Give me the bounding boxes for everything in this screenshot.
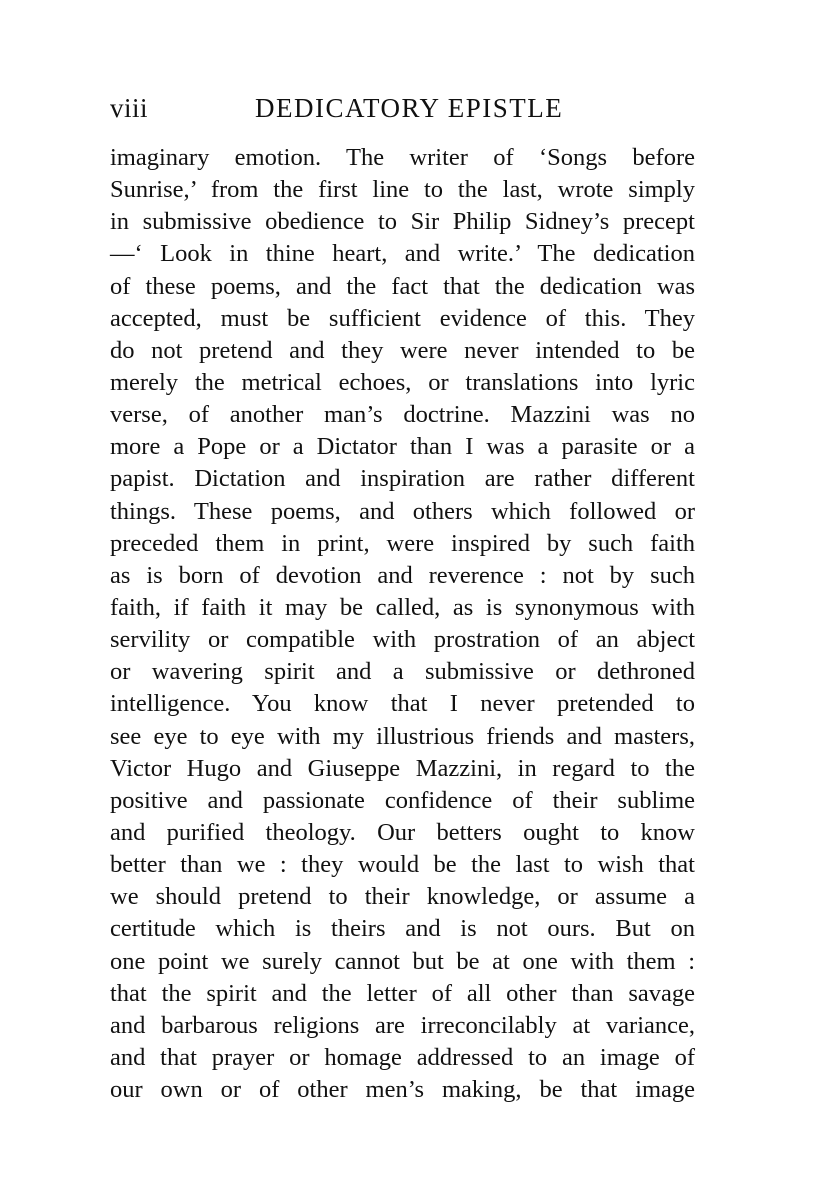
text-line: certitude which is theirs and is not ours. But on [110,915,695,943]
text-line: imaginary emotion. The writer of ‘Songs before [110,144,695,171]
text-line: servility or compatible with prostration of an abject [110,626,695,654]
running-head [110,93,695,129]
text-line: our own or of other men’s making, be that image [110,1076,695,1104]
page-number: viii [110,93,149,123]
text-line: that the spirit and the letter of all other than savage [110,979,695,1007]
text-line: verse, of another man’s doctrine. Mazzini was no [110,401,695,429]
text-line: of these poems, and the fact that the dedication was [110,272,695,300]
text-line: papist. Dictation and inspiration are rather different [110,465,695,493]
text-line: and purified theology. Our betters ought to know [110,818,695,846]
text-line: positive and passionate confidence of their sublime [110,786,695,814]
text-line: more a Pope or a Dictator than I was a parasite or a [110,433,695,461]
text-line: and barbarous religions are irreconcilably at variance, [110,1011,695,1039]
text-line: or wavering spirit and a submissive or dethroned [110,658,695,686]
text-line: we should pretend to their knowledge, or assume a [110,883,695,911]
text-line: one point we surely cannot but be at one with them : [110,947,695,975]
running-title: DEDICATORY EPISTLE [255,93,564,123]
text-line: do not pretend and they were never intended to be [110,336,695,364]
text-line: as is born of devotion and reverence : not by such [110,561,695,589]
text-line: merely the metrical echoes, or translations into lyric [110,368,695,396]
text-line: intelligence. You know that I never pretended to [110,690,695,718]
text-line: faith, if faith it may be called, as is synonymous with [110,593,695,621]
text-line: see eye to eye with my illustrious friends and masters, [110,722,695,750]
text-line: Sunrise,’ from the first line to the last, wrote simply [110,176,695,204]
text-line: things. These poems, and others which followed or [110,497,695,525]
text-line: better than we : they would be the last to wish that [110,851,695,879]
body-text [110,142,695,1106]
text-line: Victor Hugo and Giuseppe Mazzini, in regard to the [110,754,695,782]
text-line: —‘ Look in thine heart, and write.’ The dedication [110,240,695,268]
text-line: preceded them in print, were inspired by such faith [110,529,695,557]
text-line: in submissive obedience to Sir Philip Sidney’s precept [110,208,695,236]
text-line: and that prayer or homage addressed to an image of [110,1043,695,1071]
text-line: accepted, must be sufficient evidence of this. They [110,304,695,332]
